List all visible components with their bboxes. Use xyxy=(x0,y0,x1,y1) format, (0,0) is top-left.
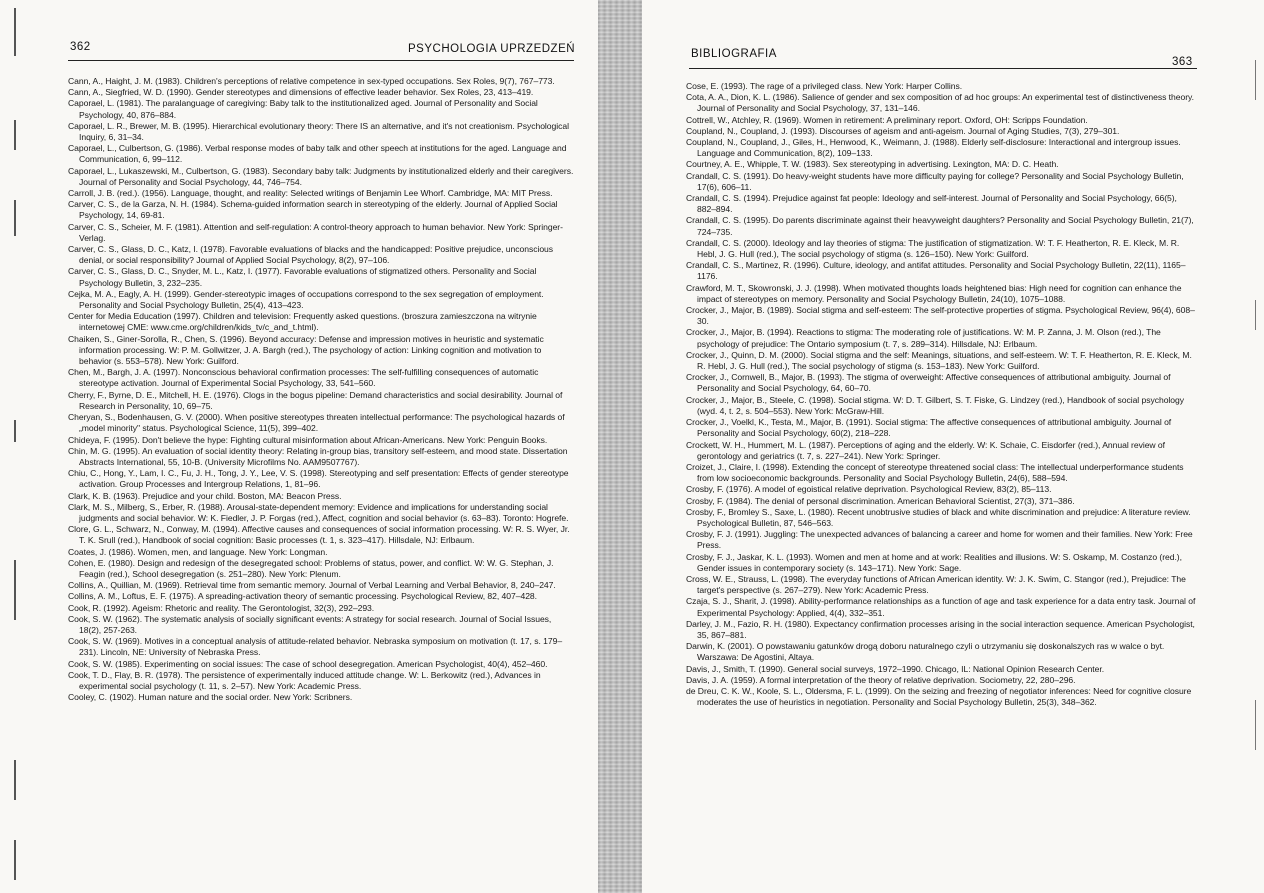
reference-entry: Crandall, C. S. (1991). Do heavy-weight students have more difficulty paying for college? Personality and Social Psychology Bulletin, 17(6), 606–11. xyxy=(686,170,1184,192)
reference-entry: Crocker, J., Major, B., Steele, C. (1998). Social stigma. W: D. T. Gilbert, S. T. Fiske, G. Lindzey (red.), Handbook of social psychology (wyd. 4, t. 2, s. 504–553). New York: McGraw-Hill. xyxy=(686,394,1184,416)
reference-entry: Coupland, N., Coupland, J., Giles, H., Henwood, K., Weimann, J. (1988). Elderly self-disclosure: Interactional and intergroup issues. Language and Communication, 8(2), 109–133. xyxy=(686,137,1181,159)
reference-entry: Cann, A., Haight, J. M. (1983). Children's perceptions of relative competence in sex-typed occupations. Sex Roles, 9(7), 767–773. xyxy=(68,76,555,86)
left-page-number: 362 xyxy=(70,41,91,53)
reference-entry: Cook, T. D., Flay, B. R. (1978). The persistence of experimentally induced attitude change. W: L. Berkowitz (red.), Advances in experimental social psychology (t. 11, s. 2–57). New York: Academic Press. xyxy=(68,669,541,691)
reference-entry: Cooley, C. (1902). Human nature and the social order. New York: Scribners. xyxy=(68,692,353,703)
reference-entry: Crocker, J., Major, B. (1989). Social stigma and self-esteem: The self-protective properties of stigma. Psychological Review, 96(4), 608–30. xyxy=(686,305,1195,327)
reference-entry: Chin, M. G. (1995). An evaluation of social identity theory: Relating in-group bias, transitory self-esteem, and mood state. Dissertation Abstracts International, 55, 10-B. (University Microfilms No. AAM9507767). xyxy=(68,445,568,467)
reference-entry: Crockett, W. H., Hummert, M. L. (1987). Perceptions of aging and the elderly. W: K. Schaie, C. Eisdorfer (red.), Annual review of gerontology and geriatrics (t. 7, s. 227–241). New York: Springer. xyxy=(686,439,1165,461)
scan-edge-marks xyxy=(14,0,28,893)
reference-entry: Caporael, L. R., Brewer, M. B. (1995). Hierarchical evolutionary theory: There IS an alternative, and it's not creationism. Psychological Inquiry, 6, 31–34. xyxy=(68,120,569,143)
right-page-number: 363 xyxy=(1172,56,1193,68)
left-running-header: PSYCHOLOGIA UPRZEDZEŃ xyxy=(408,43,576,55)
reference-entry: Carroll, J. B. (red.). (1956). Language, thought, and reality: Selected writings of Benjamin Lee Whorf. Cambridge, MA: MIT Press. xyxy=(68,188,553,199)
reference-entry: Crosby, F. (1984). The denial of personal discrimination. American Behavioral Scientist, 27(3), 371–386. xyxy=(686,495,1075,506)
reference-entry: Cejka, M. A., Eagly, A. H. (1999). Gender-stereotypic images of occupations correspond to the sex segregation of employment. Personality and Social Psychology Bulletin, 25(4), 413–423. xyxy=(68,288,544,311)
reference-entry: Cook, S. W. (1969). Motives in a conceptual analysis of attitude-related behavior. Nebraska symposium on motivation (t. 17, s. 179–231). Lincoln, NE: University of Nebraska Press. xyxy=(68,636,563,658)
reference-entry: Cross, W. E., Strauss, L. (1998). The everyday functions of African American identity. W: J. K. Swim, C. Stangor (red.), Prejudice: The target's perspective (s. 267–279). New York: Academic Press. xyxy=(686,573,1186,596)
reference-entry: Cheryan, S., Bodenhausen, G. V. (2000). When positive stereotypes threaten intellectual performance: The psychological hazards of „model minority" status. Psychological Science, 11(5), 399–402. xyxy=(68,412,565,434)
reference-entry: Courtney, A. E., Whipple, T. W. (1983). Sex stereotyping in advertising. Lexington, MA: D. C. Heath. xyxy=(686,159,1059,170)
reference-entry: Crandall, C. S. (1994). Prejudice against fat people: Ideology and self-interest. Journal of Personality and Social Psychology, 66(5), 882–894. xyxy=(686,193,1177,215)
right-reference-list xyxy=(686,81,1198,708)
reference-entry: Chaiken, S., Giner-Sorolla, R., Chen, S. (1996). Beyond accuracy: Defense and impression motives in heuristic and systematic information processing. W: P. M. Gollwitzer, J. A. Bargh (red.), The psychology of action: Linking cognition and motivation to behavior (s. 553–578). New York: Guilford. xyxy=(68,333,544,367)
reference-entry: Chiu, C., Hong, Y., Lam, I. C., Fu, J. H., Tong, J. Y., Lee, V. S. (1998). Stereotyping and self presentation: Effects of gender stereotype activation. Group Processes and Intergroup Relations, 1, 81–96. xyxy=(68,468,569,490)
reference-entry: Clark, K. B. (1963). Prejudice and your child. Boston, MA: Beacon Press. xyxy=(68,490,342,501)
reference-entry: Collins, A. M., Loftus, E. F. (1975). A spreading-activation theory of semantic processing. Psychological Review, 82, 407–428. xyxy=(68,591,537,602)
scan-edge-marks-right xyxy=(1246,0,1256,893)
reference-entry: Crosby, F. J., Jaskar, K. L. (1993). Women and men at home and at work: Realities and illusions. W: S. Oskamp, M. Costanzo (red.), Gender issues in contemporary society (s. 143–171). New York: Sage. xyxy=(686,551,1182,573)
reference-entry: Crocker, J., Voelkl, K., Testa, M., Major, B. (1991). Social stigma: The affective consequences of attributional ambiguity. Journal of Personality and Social Psychology, 60(2), 218–228. xyxy=(686,417,1172,439)
reference-entry: Cook, S. W. (1962). The systematic analysis of socially significant events: A strategy for social research. Journal of Social Issues, 18(2), 257-263. xyxy=(68,613,552,635)
reference-entry: Crawford, M. T., Skowronski, J. J. (1998). When motivated thoughts loads heightened bias: High need for cognition can enhance the impact of stereotypes on memory. Personality and Social Psychology Bulletin, 24(10), 1075–1088. xyxy=(686,282,1182,304)
reference-entry: Cherry, F., Byrne, D. E., Mitchell, H. E. (1976). Clogs in the bogus pipeline: Demand characteristics and social desirability. Journal of Research in Personality, 10, 69–75. xyxy=(68,389,563,411)
left-header-rule xyxy=(68,60,574,61)
reference-entry: Cann, A., Siegfried, W. D. (1990). Gender stereotypes and dimensions of effective leader behavior. Sex Roles, 23, 413–419. xyxy=(68,87,534,98)
reference-entry: Crandall, C. S. (1995). Do parents discriminate against their heavyweight daughters? Personality and Social Psychology Bulletin, 21(7), 724–735. xyxy=(686,215,1194,237)
reference-entry: Crocker, J., Quinn, D. M. (2000). Social stigma and the self: Meanings, situations, and self-esteem. W: T. F. Heatherton, R. E. Kleck, M. R. Hebl, J. G. Hull (red.), The social psychology of stigma (s. 153–183). New York: Guilford. xyxy=(686,349,1192,372)
reference-entry: Collins, A., Quillian, M. (1969). Retrieval time from semantic memory. Journal of Verbal Learning and Verbal Behavior, 8, 240–247. xyxy=(68,580,556,591)
right-page xyxy=(642,0,1264,893)
right-running-header: BIBLIOGRAFIA xyxy=(691,48,777,60)
reference-entry: Croizet, J., Claire, I. (1998). Extending the concept of stereotype threatened social class: The intellectual underperformance students from low socioeconomic backgrounds. Personality and Social Psychology Bulletin, 24(6), 588–594. xyxy=(686,461,1184,484)
reference-entry: Crocker, J., Major, B. (1994). Reactions to stigma: The moderating role of justifications. W: M. P. Zanna, J. M. Olson (red.), The psychology of prejudice: The Ontario symposium (t. 7, s. 289–314). Hillsdale, NJ: Erlbaum. xyxy=(686,327,1161,349)
reference-entry: Chen, M., Bargh, J. A. (1997). Nonconscious behavioral confirmation processes: The self-fulfilling consequences of automatic stereotype activation. Journal of Experimental Social Psychology, 33, 541–560. xyxy=(68,367,539,389)
reference-entry: Cook, S. W. (1985). Experimenting on social issues: The case of school desegregation. American Psychologist, 40(4), 452–460. xyxy=(68,658,548,669)
reference-entry: Darwin, K. (2001). O powstawaniu gatunków drogą doboru naturalnego czyli o utrzymaniu się doskonalszych ras w walce o byt. Warszawa: De Agostini, Altaya. xyxy=(686,641,1165,663)
reference-entry: Clore, G. L., Schwarz, N., Conway, M. (1994). Affective causes and consequences of social information processing. W: R. S. Wyer, Jr. T. K. Srull (red.), Handbook of social cognition: Basic processes (t. 1, s. 323–417). Hillsdale, NJ: Erlbaum. xyxy=(68,524,570,546)
reference-entry: Caporael, L., Lukaszewski, M., Culbertson, G. (1983). Secondary baby talk: Judgments by institutionalized elderly and their caregivers. Journal of Personality and Social Psychology, 44, 746–754. xyxy=(68,165,574,187)
reference-entry: Cohen, E. (1980). Design and redesign of the desegregated school: Problems of status, power, and conflict. W: W. G. Stephan, J. Feagin (red.), School desegregation (s. 251–280). New York: Plenum. xyxy=(68,557,554,579)
book-gutter xyxy=(598,0,642,893)
reference-entry: Crocker, J., Cornwell, B., Major, B. (1993). The stigma of overweight: Affective consequences of attributional ambiguity. Journal of Personality and Social Psychology, 64, 60–70. xyxy=(686,372,1171,394)
reference-entry: Davis, J., Smith, T. (1990). General social surveys, 1972–1990. Chicago, IL: National Opinion Research Center. xyxy=(686,663,1105,674)
reference-entry: Center for Media Education (1997). Children and television: Frequently asked questions. (broszura zamieszczona na witrynie internetowej CME: www.cme.org/children/kids_tv/c_and_t.html). xyxy=(68,311,537,333)
reference-entry: Caporael, L., Culbertson, G. (1986). Verbal response modes of baby talk and other speech at institutions for the aged. Language and Communication, 6, 99–112. xyxy=(68,143,567,165)
reference-entry: Cook, R. (1992). Ageism: Rhetoric and reality. The Gerontologist, 32(3), 292–293. xyxy=(68,602,375,613)
reference-entry: Carver, C. S., de la Garza, N. H. (1984). Schema-guided information search in stereotyping of the elderly. Journal of Applied Social Psychology, 14, 69-81. xyxy=(68,199,558,221)
reference-entry: Crosby, F., Bromley S., Saxe, L. (1980). Recent unobtrusive studies of black and white discrimination and prejudice: A literature review. Psychological Bulletin, 87, 546–563. xyxy=(686,506,1191,528)
reference-entry: Coupland, N., Coupland, J. (1993). Discourses of ageism and anti-ageism. Journal of Aging Studies, 7(3), 279–301. xyxy=(686,125,1120,136)
reference-entry: Davis, J. A. (1959). A formal interpretation of the theory of relative deprivation. Sociometry, 22, 280–296. xyxy=(686,674,1076,685)
reference-entry: Carver, C. S., Glass, D. C., Katz, I. (1978). Favorable evaluations of blacks and the handicapped: Positive prejudice, unconscious denial, or social responsibility? Journal of Applied Social Psychology, 8(2), 97–106. xyxy=(68,244,554,266)
reference-entry: Carver, C. S., Scheier, M. F. (1981). Attention and self-regulation: A control-theory approach to human behavior. New York: Springer-Verlag. xyxy=(68,221,563,243)
reference-entry: Crosby, F. (1976). A model of egoistical relative deprivation. Psychological Review, 83(2), 85–113. xyxy=(686,484,1052,495)
right-header-rule xyxy=(689,68,1197,69)
reference-entry: Carver, C. S., Glass, D. C., Snyder, M. L., Katz, I. (1977). Favorable evaluations of stigmatized others. Personality and Social Psychology Bulletin, 3, 232–235. xyxy=(68,266,537,288)
reference-entry: Czaja, S. J., Sharit, J. (1998). Ability-performance relationships as a function of age and task experience for a data entry task. Journal of Experimental Psychology: Applied, 4(4), 332–351. xyxy=(686,596,1196,618)
reference-entry: Chideya, F. (1995). Don't believe the hype: Fighting cultural misinformation about African-Americans. New York: Penguin Books. xyxy=(68,434,548,445)
reference-entry: Cose, E. (1993). The rage of a privileged class. New York: Harper Collins. xyxy=(686,81,963,91)
reference-entry: Clark, M. S., Milberg, S., Erber, R. (1988). Arousal-state-dependent memory: Evidence and implications for understanding social judgments and social behavior. W: K. Fiedler, J. P. Forgas (red.), Affect, cognition and social behavior (s. 63–83). Toronto: Hogrefe. xyxy=(68,501,569,523)
reference-entry: Coates, J. (1986). Women, men, and language. New York: Longman. xyxy=(68,546,328,557)
left-page xyxy=(0,0,598,893)
left-reference-list xyxy=(68,76,574,703)
reference-entry: Cottrell, W., Atchley, R. (1969). Women in retirement: A preliminary report. Oxford, OH: Scripps Foundation. xyxy=(686,114,1088,125)
reference-entry: Cota, A. A., Dion, K. L. (1986). Salience of gender and sex composition of ad hoc groups: An experimental test of distinctiveness theory. Journal of Personality and Social Psychology, 37, 131–146. xyxy=(686,92,1194,114)
reference-entry: Darley, J. M., Fazio, R. H. (1980). Expectancy confirmation processes arising in the social interaction sequence. American Psychologist, 35, 867–881. xyxy=(686,618,1195,640)
reference-entry: de Dreu, C. K. W., Koole, S. L., Oldersma, F. L. (1999). On the seizing and freezing of negotiator inferences: Need for cognitive closure moderates the use of heuristics in negotiation. Personality and Social Psychology Bulletin, 25(3), 348–362. xyxy=(686,685,1192,708)
reference-entry: Crosby, F. J. (1991). Juggling: The unexpected advances of balancing a career and home for women and their families. New York: Free Press. xyxy=(686,529,1193,551)
reference-entry: Caporael, L. (1981). The paralanguage of caregiving: Baby talk to the institutionalized aged. Journal of Personality and Social Psychology, 40, 876–884. xyxy=(68,98,538,120)
reference-entry: Crandall, C. S. (2000). Ideology and lay theories of stigma: The justification of stigmatization. W: T. F. Heatherton, R. E. Kleck, M. R. Hebl, J. G. Hull (red.), The social psychology of stigma (s. 126–150). New York: Guilford. xyxy=(686,237,1180,260)
reference-entry: Crandall, C. S., Martinez, R. (1996). Culture, ideology, and antifat attitudes. Personality and Social Psychology Bulletin, 22(11), 1165–1176. xyxy=(686,260,1186,282)
